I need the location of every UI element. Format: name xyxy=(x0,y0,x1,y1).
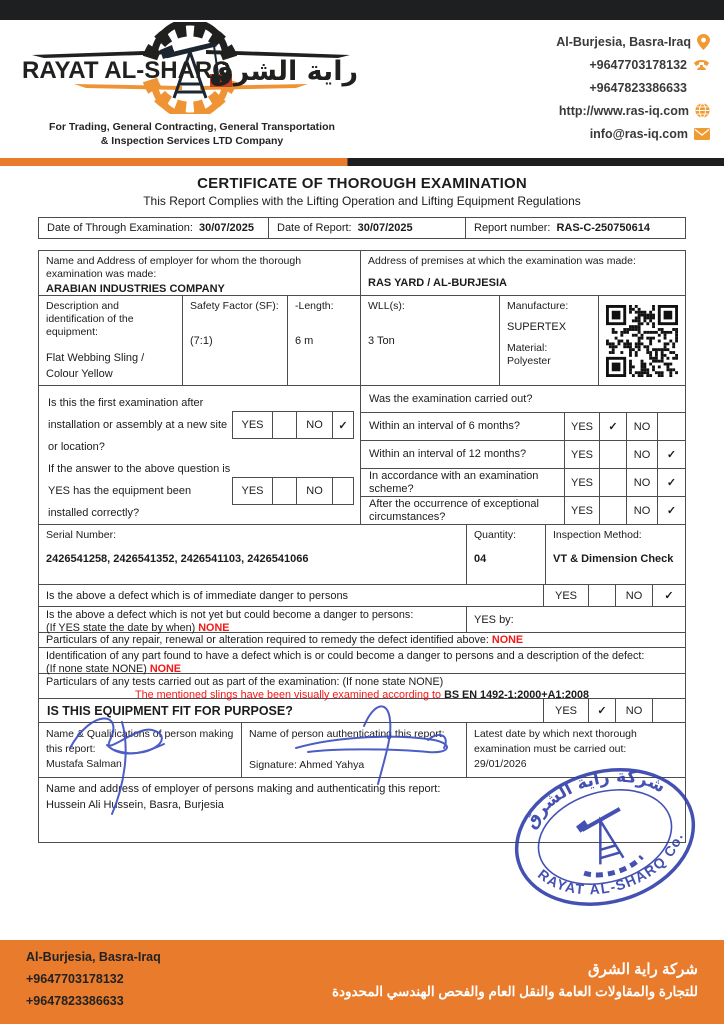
header xyxy=(0,20,724,158)
quantity-value: 04 xyxy=(474,553,487,566)
immediate-yes-check xyxy=(589,585,616,606)
exam-scheme-label: In accordance with an examination scheme? xyxy=(369,469,539,495)
serial-label: Serial Number: xyxy=(46,529,117,541)
exceptional-yes-check xyxy=(600,497,627,524)
signatures-row xyxy=(39,722,685,777)
maker-name: Mustafa Salman xyxy=(46,758,122,771)
yes-label: YES xyxy=(233,478,273,504)
certificate-subtitle: This Report Complies with the Lifting Operation and Lifting Equipment Regulations xyxy=(143,194,581,208)
serial-value: 2426541258, 2426541352, 2426541103, 2426541066 xyxy=(46,553,309,566)
phone-icon xyxy=(693,58,710,71)
tagline-line1: For Trading, General Contracting, General Transportation xyxy=(49,121,335,133)
equipment-description-value: Flat Webbing Sling / Colour Yellow xyxy=(46,352,145,381)
yes-label: YES xyxy=(565,497,600,524)
logo-tagline xyxy=(14,120,370,148)
location-pin-icon xyxy=(697,34,710,50)
footer xyxy=(0,940,724,1024)
no-label: NO xyxy=(627,497,658,524)
footer-contact xyxy=(26,947,161,1013)
report-employer-row xyxy=(39,777,685,842)
footer-company-name-ar: شركة راية الشرق xyxy=(587,961,698,978)
tests-standard: BS EN 1492-1:2000+A1:2008 xyxy=(444,688,590,701)
parties-row xyxy=(39,251,685,295)
manufacture-label: Manufacture: xyxy=(507,300,569,312)
inspection-method-label: Inspection Method: xyxy=(553,529,642,541)
logo-name-ar: راية الشرق xyxy=(209,56,358,87)
q2-no-check xyxy=(333,478,353,504)
wll-label: WLL(s): xyxy=(368,300,405,312)
yes-by-cell: YES by: xyxy=(474,613,514,626)
installed-correctly-text: If the answer to the above question is YES has the equipment been installed correctly? xyxy=(48,463,231,519)
repair-none: NONE xyxy=(491,634,524,646)
maker-label: Name & Qualifications of person making this report: xyxy=(46,728,234,756)
equipment-description-label: Description and identification of the equipment: xyxy=(46,300,134,339)
installed-correctly-question xyxy=(48,458,356,524)
q1-yes-check xyxy=(273,412,297,438)
serial-cell xyxy=(39,525,467,584)
identification-line1: Identification of any part found to have a defect which is or could become a danger to persons and a description of the defect: xyxy=(46,650,645,662)
potential-danger-none: NONE xyxy=(198,621,230,634)
report-number-cell xyxy=(466,218,685,238)
length-label: -Length: xyxy=(295,300,334,312)
equipment-row xyxy=(39,295,685,385)
safety-factor-cell xyxy=(183,296,288,385)
no-label: NO xyxy=(616,585,653,606)
potential-danger-cell xyxy=(39,607,467,632)
exam-date-cell xyxy=(39,218,269,238)
carried-out-header: Was the examination carried out? xyxy=(369,393,533,405)
fit-yes-check: ✓ xyxy=(589,699,616,722)
no-label: NO xyxy=(616,699,653,722)
safety-factor-value: (7:1) xyxy=(190,335,213,348)
material-value: Polyester xyxy=(507,355,551,368)
exam-scheme-no-check: ✓ xyxy=(666,477,677,489)
immediate-danger-yesno xyxy=(544,585,685,606)
fit-no-check xyxy=(653,699,685,722)
immediate-danger-row xyxy=(39,584,685,606)
potential-danger-line2: (If YES state the date by when) xyxy=(46,621,196,634)
inspection-method-cell xyxy=(546,525,685,584)
report-employer-value: Hussein Ali Hussein, Basra, Burjesia xyxy=(46,798,224,811)
main-table xyxy=(38,250,686,843)
employer-label: Name and Address of employer for whom the thorough examination was made: xyxy=(46,255,302,281)
premises-cell xyxy=(361,251,685,295)
interval-6-no-check xyxy=(658,413,685,440)
premises-label: Address of premises at which the examination was made: xyxy=(368,255,636,267)
no-label: NO xyxy=(297,478,333,504)
no-label: NO xyxy=(627,469,658,496)
next-exam-date: 29/01/2026 xyxy=(474,758,527,771)
exam-scheme-yesno xyxy=(564,469,685,496)
interval-6-yesno xyxy=(564,413,685,440)
report-employer-label: Name and address of employer of persons making and authenticating this report: xyxy=(46,783,441,795)
interval-6-label: Within an interval of 6 months? xyxy=(369,420,521,433)
qr-cell xyxy=(599,296,685,385)
q1-no-check: ✓ xyxy=(338,419,348,432)
immediate-no-check: ✓ xyxy=(664,590,674,602)
envelope-icon xyxy=(694,128,710,140)
company-logo xyxy=(0,20,370,158)
exceptional-no-check: ✓ xyxy=(666,505,677,517)
exceptional-yesno xyxy=(564,497,685,524)
fit-yesno xyxy=(544,699,685,722)
exam-scheme-row xyxy=(361,468,685,496)
wll-value: 3 Ton xyxy=(368,335,395,348)
report-date-cell xyxy=(269,218,466,238)
contact-phone2-text: +9647823386633 xyxy=(589,80,687,95)
contact-phone1-text: +9647703178132 xyxy=(589,57,687,72)
first-examination-yesno xyxy=(232,411,354,439)
carried-out-cell xyxy=(361,386,685,524)
yes-label: YES xyxy=(565,413,600,440)
footer-address: Al-Burjesia, Basra-Iraq xyxy=(26,950,161,965)
no-label: NO xyxy=(297,412,333,438)
exam-date-label: Date of Through Examination: xyxy=(47,222,193,234)
authenticator-cell xyxy=(242,723,467,777)
immediate-danger-text: Is the above a defect which is of immediate danger to persons xyxy=(39,585,544,606)
employer-cell xyxy=(39,251,361,295)
employer-value: ARABIAN INDUSTRIES COMPANY xyxy=(46,283,225,296)
top-black-bar xyxy=(0,0,724,20)
equipment-description-cell xyxy=(39,296,183,385)
next-exam-cell xyxy=(467,723,685,777)
exceptional-row xyxy=(361,496,685,524)
contact-phone2 xyxy=(556,76,710,99)
fit-for-purpose-row xyxy=(39,698,685,722)
manufacture-value: SUPERTEX xyxy=(507,321,567,334)
yes-label: YES xyxy=(565,441,600,468)
repair-row xyxy=(39,632,685,647)
length-value: 6 m xyxy=(295,335,314,348)
material-label: Material: xyxy=(507,342,548,355)
report-number-value: RAS-C-250750614 xyxy=(556,222,650,234)
globe-icon xyxy=(695,103,710,118)
swoosh-left-bottom xyxy=(74,84,182,90)
manufacture-cell xyxy=(500,296,599,385)
maker-cell xyxy=(39,723,242,777)
exam-scheme-yes-check xyxy=(600,469,627,496)
interval-12-row xyxy=(361,440,685,468)
potential-danger-row xyxy=(39,606,685,632)
interval-6-row xyxy=(361,412,685,440)
length-cell xyxy=(288,296,361,385)
footer-phone2: +9647823386633 xyxy=(26,993,124,1008)
identification-line2: (If none state NONE) xyxy=(46,662,147,675)
orange-black-divider xyxy=(0,158,724,166)
certificate-title: CERTIFICATE OF THOROUGH EXAMINATION xyxy=(197,175,527,192)
repair-text: Particulars of any repair, renewal or alteration required to remedy the defect identified above: xyxy=(46,634,489,646)
yes-label: YES xyxy=(233,412,273,438)
yes-label: YES xyxy=(565,469,600,496)
dates-table xyxy=(38,217,686,239)
no-label: NO xyxy=(627,441,658,468)
authenticator-signature-line: Signature: Ahmed Yahya xyxy=(249,759,365,772)
footer-company-arabic xyxy=(332,960,698,1000)
next-exam-label: Latest date by which next thorough examination must be carried out: xyxy=(474,728,637,756)
tests-note-red: The mentioned slings have been visually examined according to xyxy=(134,688,442,701)
logo-name-en: RAYAT AL-SHARQ xyxy=(22,57,231,84)
interval-12-yesno xyxy=(564,441,685,468)
report-date-label: Date of Report: xyxy=(277,222,352,234)
yes-label: YES xyxy=(544,699,589,722)
quantity-cell xyxy=(467,525,546,584)
serial-row xyxy=(39,524,685,584)
installed-correctly-yesno xyxy=(232,477,354,505)
interval-12-label: Within an interval of 12 months? xyxy=(369,448,527,461)
fit-for-purpose-question: IS THIS EQUIPMENT FIT FOR PURPOSE? xyxy=(39,699,544,722)
authenticator-label: Name of person authenticating this report: xyxy=(249,728,445,740)
contact-email xyxy=(556,122,710,145)
logo-graphic xyxy=(14,22,366,114)
tests-row xyxy=(39,673,685,701)
identification-row xyxy=(39,647,685,673)
title-block xyxy=(0,175,724,208)
header-contact xyxy=(556,20,724,158)
premises-value: RAS YARD / AL-BURJESIA xyxy=(368,277,507,290)
contact-address-text: Al-Burjesia, Basra-Iraq xyxy=(556,34,691,49)
potential-danger-line1: Is the above a defect which is not yet but could become a danger to persons: xyxy=(46,609,414,621)
contact-address xyxy=(556,30,710,53)
exam-date-value: 30/07/2025 xyxy=(198,222,255,234)
interval-12-no-check: ✓ xyxy=(666,449,677,461)
contact-website xyxy=(556,99,710,122)
stamp-arabic-text: شركة راية الشرق xyxy=(520,766,669,833)
interval-6-yes-check: ✓ xyxy=(600,413,627,440)
examination-questions-row xyxy=(39,385,685,524)
safety-factor-label: Safety Factor (SF): xyxy=(190,300,279,312)
inspection-method-value: VT & Dimension Check xyxy=(553,553,674,566)
contact-email-text: info@ras-iq.com xyxy=(589,126,688,141)
report-date-value: 30/07/2025 xyxy=(357,222,413,234)
footer-phone1: +9647703178132 xyxy=(26,972,124,987)
interval-12-yes-check xyxy=(600,441,627,468)
q2-yes-check xyxy=(273,478,297,504)
no-label: NO xyxy=(627,413,658,440)
first-examination-question xyxy=(48,392,356,458)
exceptional-label: After the occurrence of exceptional circumstances? xyxy=(369,497,539,523)
report-number-label: Report number: xyxy=(474,222,551,234)
footer-company-desc-ar: للتجارة والمقاولات العامة والنقل العام والفحص الهندسي المحدودة xyxy=(331,984,698,999)
contact-phone1 xyxy=(556,53,710,76)
first-examination-cell xyxy=(39,386,361,524)
stamp-english-text: RAYAT AL-SHARQ Co. xyxy=(535,830,687,898)
tagline-line2: & Inspection Services LTD Company xyxy=(100,135,284,148)
wll-cell xyxy=(361,296,500,385)
identification-none: NONE xyxy=(149,662,182,675)
quantity-label: Quantity: xyxy=(474,529,517,541)
contact-website-text: http://www.ras-iq.com xyxy=(558,103,689,118)
first-examination-text: Is this the first examination after installation or assembly at a new site or location? xyxy=(48,397,228,453)
qr-code xyxy=(606,305,678,377)
yes-label: YES xyxy=(544,585,589,606)
tests-text: Particulars of any tests carried out as part of the examination: (If none state NONE) xyxy=(46,676,444,688)
